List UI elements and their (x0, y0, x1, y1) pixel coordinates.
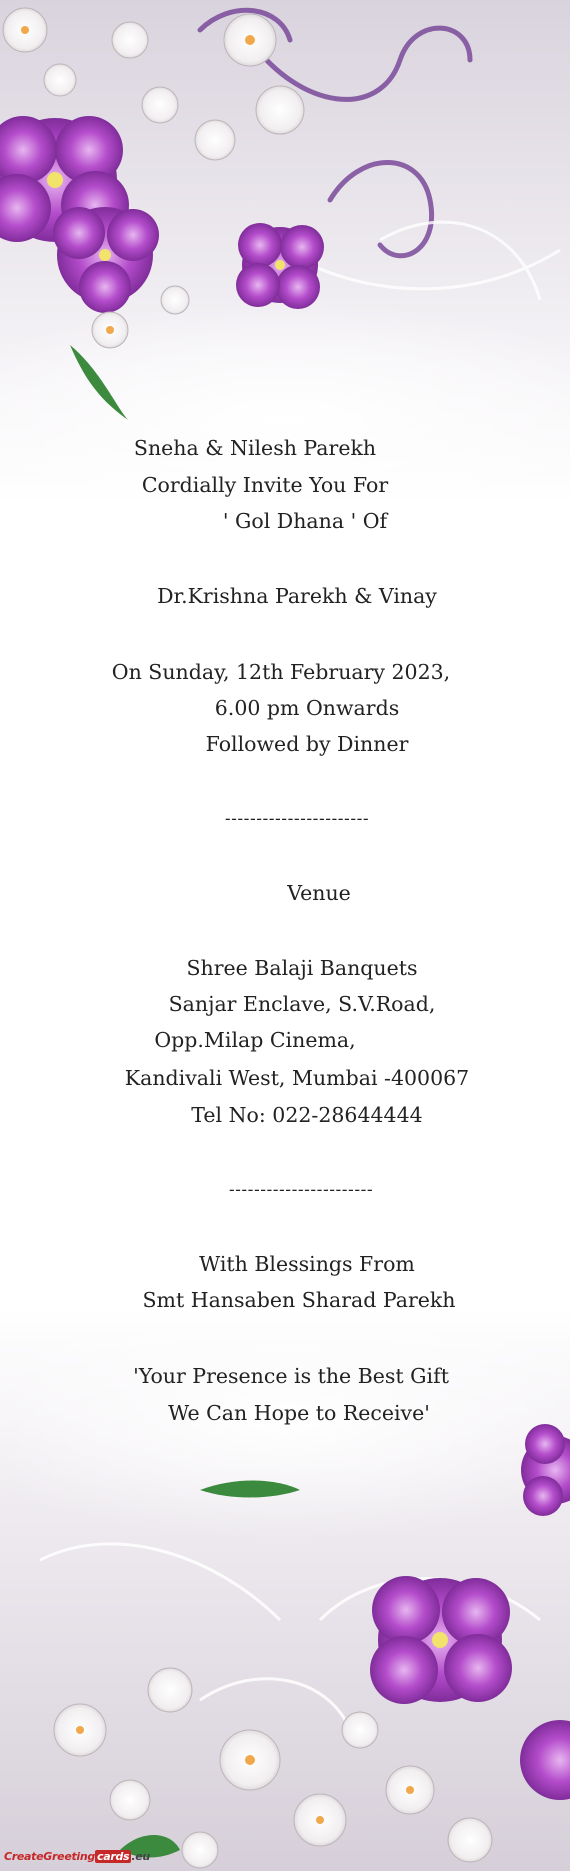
brand-logo-suffix: .eu (131, 1850, 150, 1863)
top-mist (0, 300, 570, 540)
quote-line-2: We Can Hope to Receive' (168, 1401, 430, 1425)
divider-top: ----------------------- (224, 809, 370, 828)
hosts-name: Sneha & Nilesh Parekh (133, 436, 377, 460)
couple-name: Dr.Krishna Parekh & Vinay (157, 584, 437, 608)
venue-name: Shree Balaji Banquets (186, 956, 418, 980)
blessings-heading: With Blessings From (199, 1252, 415, 1276)
brand-logo[interactable] (0, 1827, 150, 1871)
event-date: On Sunday, 12th February 2023, (111, 660, 451, 684)
invite-line: Cordially Invite You For (141, 473, 389, 497)
venue-address-line-3: Kandivali West, Mumbai -400067 (124, 1066, 470, 1090)
venue-address-line-2: Opp.Milap Cinema, (154, 1028, 356, 1052)
venue-phone: Tel No: 022-28644444 (191, 1103, 423, 1127)
venue-heading: Venue (287, 881, 351, 905)
event-time: 6.00 pm Onwards (214, 696, 400, 720)
divider-bottom: ----------------------- (228, 1180, 374, 1199)
venue-address-line-1: Sanjar Enclave, S.V.Road, (168, 992, 436, 1016)
quote-line-1: 'Your Presence is the Best Gift (133, 1364, 449, 1388)
occasion: ' Gol Dhana ' Of (222, 509, 388, 533)
brand-logo-text: CreateGreeting (4, 1850, 96, 1863)
blessings-name: Smt Hansaben Sharad Parekh (142, 1288, 456, 1312)
brand-logo-highlight: cards (97, 1850, 130, 1863)
dinner-note: Followed by Dinner (205, 732, 409, 756)
